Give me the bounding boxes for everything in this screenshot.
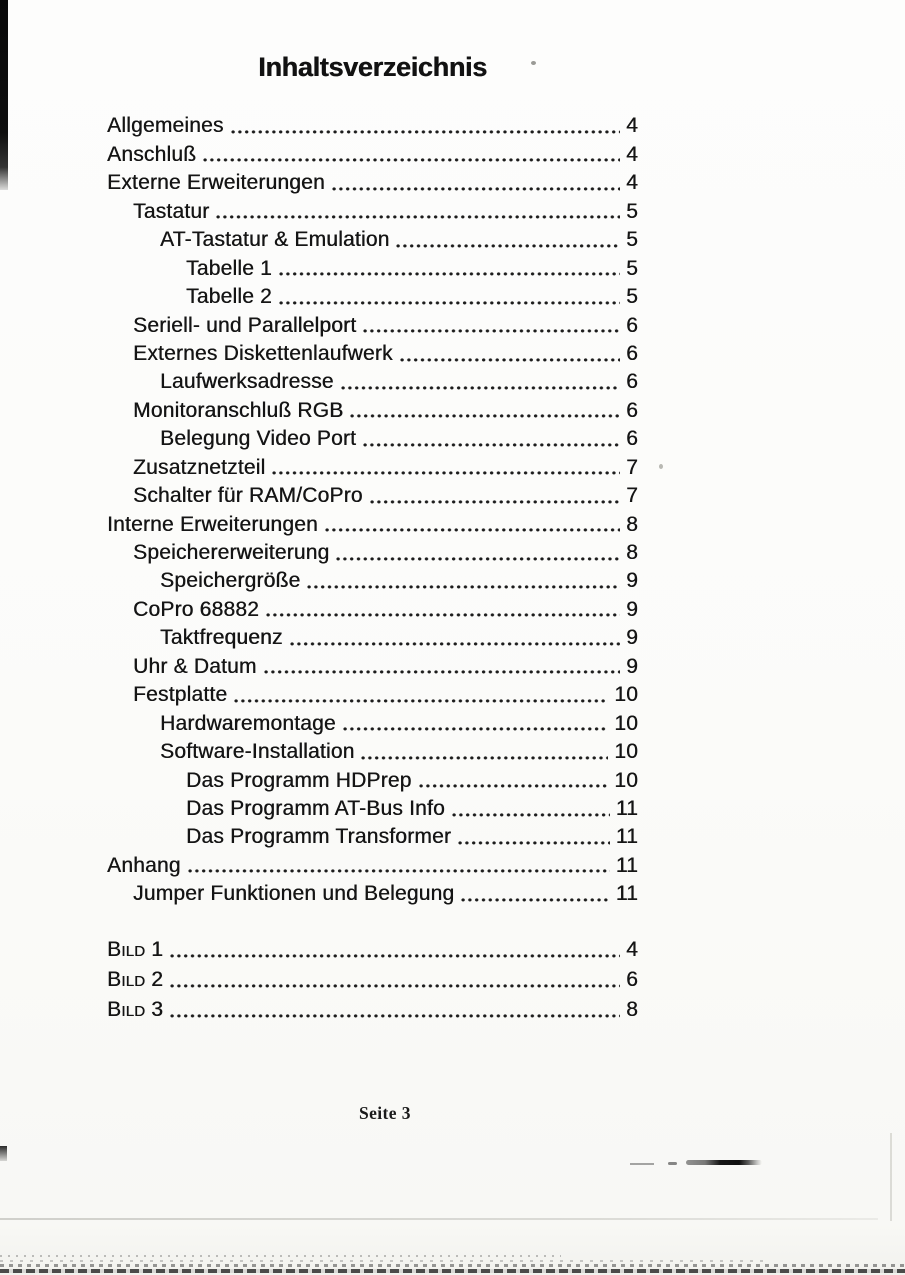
toc-entry-page-number: 7 [626, 484, 638, 508]
dot-leader [264, 670, 621, 674]
dot-leader [307, 585, 620, 589]
dot-leader [452, 813, 610, 817]
toc-entry [107, 849, 638, 877]
dot-leader [363, 329, 620, 333]
toc-entry-label: Software-Installation [160, 740, 355, 764]
toc-entry-page-number: 5 [626, 199, 638, 223]
scan-artifact-page-edge-line [0, 1218, 878, 1220]
dot-leader [341, 386, 620, 390]
toc-entry [107, 593, 638, 621]
toc-entry [107, 622, 638, 650]
toc-entry-label: Zusatznetzteil [133, 455, 266, 479]
toc-entry [107, 932, 638, 962]
toc-entry-page-number: 10 [614, 768, 638, 792]
toc-entry [107, 451, 638, 479]
toc-entry-label: Bild 3 [107, 998, 164, 1021]
toc-entry [107, 281, 638, 309]
toc-entry [107, 252, 638, 280]
dot-leader [170, 984, 620, 988]
toc-entry-label: Das Programm AT-Bus Info [186, 796, 445, 820]
dot-leader [279, 272, 620, 276]
toc-entry [107, 821, 638, 849]
toc-entry-label: Anschluß [107, 142, 197, 166]
dot-leader [458, 841, 610, 845]
toc-entry-page-number: 5 [626, 228, 638, 252]
figure-list [107, 932, 638, 1022]
dot-leader [266, 613, 620, 617]
toc-entry-page-number: 10 [614, 683, 638, 707]
toc-entry-label: Jumper Funktionen und Belegung [133, 882, 455, 906]
toc-entry-page-number: 9 [626, 654, 638, 678]
dot-leader [170, 1014, 620, 1018]
toc-entry-label: Speichererweiterung [133, 541, 330, 564]
toc-entry [107, 650, 638, 678]
toc-entry [107, 394, 638, 422]
toc-entry-page-number: 6 [626, 313, 638, 337]
toc-entry [107, 793, 638, 821]
toc-entry-label: Tabelle 2 [186, 285, 272, 309]
toc-entry-label: Allgemeines [107, 114, 224, 138]
toc-entry [107, 764, 638, 792]
toc-entry [107, 138, 638, 166]
toc-entry-label: Speichergröße [160, 569, 301, 593]
toc-entry-page-number: 11 [615, 853, 638, 877]
toc-entry-label: Taktfrequenz [160, 626, 283, 650]
dot-leader [272, 471, 620, 475]
scan-artifact-bottom-noise [0, 1250, 905, 1275]
ink-speck [531, 61, 536, 65]
dot-leader [170, 954, 620, 958]
toc-entry [107, 992, 638, 1022]
toc-entry-page-number: 5 [626, 256, 638, 280]
toc-entry-label: CoPro 68882 [133, 597, 259, 621]
toc-list [107, 110, 638, 906]
toc-entry [107, 565, 638, 593]
toc-entry-page-number: 4 [626, 142, 638, 166]
toc-entry-label: Interne Erweiterungen [107, 512, 318, 536]
dot-leader [361, 756, 608, 760]
toc-entry-label: Externe Erweiterungen [107, 171, 325, 195]
dot-leader [203, 158, 620, 162]
dot-leader [234, 699, 608, 703]
toc-entry-label: Das Programm HDPrep [186, 768, 412, 792]
toc-entry-page-number: 11 [615, 882, 638, 906]
toc-entry-page-number: 4 [626, 114, 638, 138]
toc-entry-label: Seriell- und Parallelport [133, 313, 357, 337]
toc-entry-page-number: 6 [626, 427, 638, 451]
toc-entry [107, 878, 638, 906]
dot-leader [400, 358, 620, 362]
scan-artifact-page-edge-line [890, 1133, 892, 1221]
dot-leader [216, 215, 620, 219]
toc-entry-page-number: 9 [626, 597, 638, 621]
toc-entry-label: Belegung Video Port [160, 427, 357, 451]
toc-entry-page-number: 11 [615, 796, 638, 820]
toc-entry [107, 224, 638, 252]
page-title: Inhaltsverzeichnis [258, 52, 487, 82]
scan-artifact-smudge [630, 1163, 654, 1165]
toc-entry [107, 338, 638, 366]
toc-entry-page-number: 10 [614, 740, 638, 764]
toc-entry-label: Bild 1 [107, 938, 164, 961]
toc-entry-label: Anhang [107, 853, 181, 877]
scan-artifact-left-bar [0, 0, 8, 190]
toc-entry-page-number: 6 [626, 341, 638, 365]
toc-entry-label: Das Programm Transformer [186, 825, 452, 849]
dot-leader [343, 727, 608, 731]
toc-entry-page-number: 8 [626, 998, 638, 1021]
toc-entry-page-number: 11 [615, 825, 638, 849]
toc-entry [107, 167, 638, 195]
toc-entry-label: Schalter für RAM/CoPro [133, 484, 363, 508]
scan-artifact-smudge [668, 1162, 677, 1165]
toc-entry-label: Tastatur [133, 199, 210, 223]
dot-leader [370, 500, 620, 504]
toc-entry-page-number: 8 [626, 512, 638, 536]
toc-entry [107, 537, 638, 565]
dot-leader [188, 869, 610, 873]
toc-entry [107, 366, 638, 394]
dot-leader [396, 244, 620, 248]
toc-entry-label: Externes Diskettenlaufwerk [133, 341, 393, 365]
toc-entry-page-number: 4 [626, 171, 638, 195]
dot-leader [279, 301, 620, 305]
dot-leader [461, 898, 610, 902]
toc-entry [107, 423, 638, 451]
dot-leader [336, 557, 620, 561]
toc-entry-page-number: 4 [626, 938, 638, 961]
toc-entry-label: Monitoranschluß RGB [133, 398, 344, 422]
toc-entry [107, 679, 638, 707]
toc-entry [107, 309, 638, 337]
toc-entry [107, 962, 638, 992]
toc-entry-page-number: 9 [626, 569, 638, 593]
toc-entry-page-number: 6 [626, 370, 638, 394]
toc-entry-label: AT-Tastatur & Emulation [160, 228, 390, 252]
dot-leader [419, 784, 609, 788]
scan-artifact-left-mark [0, 1146, 7, 1161]
toc-entry-page-number: 5 [626, 285, 638, 309]
toc-entry [107, 110, 638, 138]
toc-entry-label: Uhr & Datum [133, 654, 257, 678]
toc-entry-label: Laufwerksadresse [160, 370, 334, 394]
toc-entry-label: Tabelle 1 [186, 256, 272, 280]
dot-leader [350, 414, 620, 418]
dot-leader [231, 130, 621, 134]
toc-entry [107, 195, 638, 223]
toc-entry [107, 508, 638, 536]
toc-entry-page-number: 6 [626, 398, 638, 422]
toc-entry [107, 736, 638, 764]
toc-entry-label: Festplatte [133, 683, 228, 707]
toc-entry [107, 480, 638, 508]
toc-entry-label: Hardwaremontage [160, 711, 336, 735]
toc-entry [107, 707, 638, 735]
toc-entry-page-number: 8 [626, 541, 638, 564]
dot-leader [332, 187, 620, 191]
toc-entry-label: Bild 2 [107, 968, 164, 991]
toc-entry-page-number: 7 [626, 455, 638, 479]
toc-entry-page-number: 9 [626, 626, 638, 650]
dot-leader [363, 443, 620, 447]
dot-leader [290, 642, 620, 646]
page-number-footer: Seite 3 [359, 1103, 411, 1123]
toc-entry-page-number: 6 [626, 968, 638, 991]
scan-artifact-smudge [686, 1160, 762, 1165]
ink-speck [659, 464, 663, 469]
dot-leader [325, 528, 620, 532]
toc-entry-page-number: 10 [614, 711, 638, 735]
